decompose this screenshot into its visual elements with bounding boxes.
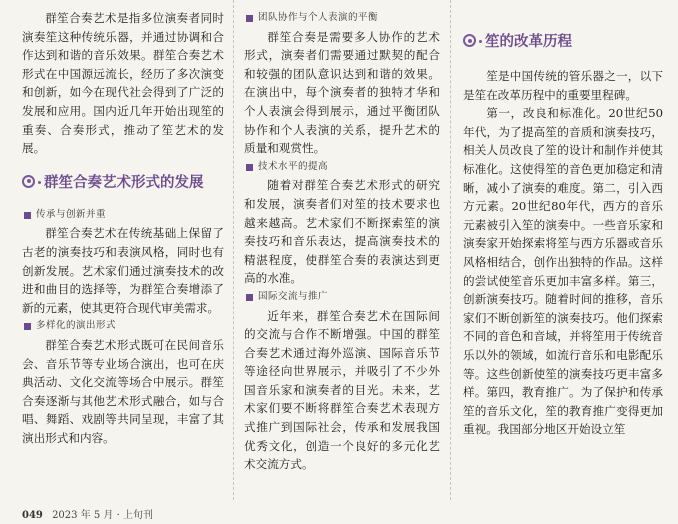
circle-bullet-icon	[463, 34, 476, 47]
paragraph-technique: 随着对群笙合奏艺术形式的研究和发展，演奏者们对笙的技术要求也越来越高。艺术家们不断探索笙的演奏技巧和音乐表达，提高演奏技术的精湛程度，使群笙合奏的表演达到更高的水准。	[244, 178, 440, 286]
square-bullet-icon	[246, 15, 253, 22]
intro-paragraph: 群笙合奏艺术是指多位演奏者同时演奏笙这种传统乐器，并通过协调和合作达到和谐的音乐效果。群笙合奏艺术形式在中国源远流长，经历了多次演变和创新，如今在现代社会得到了广泛的发展和应用。国内近几年开始出现笙的重奏、合奏形式，推动了笙艺术的发展。	[22, 11, 224, 156]
subheading-technique	[244, 158, 440, 177]
dot-icon	[479, 40, 482, 43]
column-1	[22, 0, 224, 447]
column-divider-1	[233, 0, 234, 500]
square-bullet-icon	[24, 323, 31, 330]
column-divider-2	[450, 0, 451, 500]
paragraph-diverse-forms: 群笙合奏艺术形式既可在民间音乐会、音乐节等专业场合演出，也可在庆典活动、文化交流等场合中展示。群笙合奏逐渐与其他艺术形式融合，如与合唱、舞蹈、戏剧等共同呈现，丰富了其演出形式和内容。	[22, 337, 224, 445]
section-heading-reform	[463, 31, 663, 53]
paragraph-international: 近年来，群笙合奏艺术在国际间的交流与合作不断增强。中国的群笙合奏艺术通过海外巡演、国际音乐节等途径向世界展示，并吸引了不少外国音乐家和演奏者的目光。未来，艺术家们要不断将群笙合奏艺术表现方式推广到国际社会，传承和发展我国优秀文化，创造一个良好的多元化艺术交流方式。	[244, 308, 440, 472]
paragraph-reform-intro: 笙是中国传统的管乐器之一，以下是笙在改革历程中的重要里程碑。	[463, 69, 663, 102]
square-bullet-icon	[246, 164, 253, 171]
section-heading-development	[22, 172, 224, 194]
subheading-text: 传承与创新并重	[36, 208, 107, 220]
square-bullet-icon	[246, 294, 253, 301]
subheading-text: 团队协作与个人表演的平衡	[258, 12, 379, 23]
page-footer	[22, 506, 153, 521]
subheading-inheritance	[22, 206, 224, 225]
section-heading-text: 群笙合奏艺术形式的发展	[44, 174, 204, 191]
column-2	[244, 0, 440, 474]
column-3	[463, 0, 663, 439]
dot-icon	[38, 181, 41, 184]
paragraph-inheritance: 群笙合奏艺术在传统基础上保留了古老的演奏技巧和表演风格，同时也有创新发展。艺术家们通过演奏技术的改进和曲目的选择等，为群笙合奏增添了新的元素，使其更符合现代审美需求。	[22, 226, 224, 315]
circle-bullet-icon	[22, 175, 35, 188]
section-heading-text: 笙的改革历程	[485, 34, 572, 50]
subheading-international	[244, 288, 440, 307]
paragraph-teamwork: 群笙合奏是需要多人协作的艺术形式，演奏者们需要通过默契的配合和较强的团队意识达到和谐的效果。在演出中，每个演奏者的独特才华和个人表演会得到展示，通过平衡团队协作和个人表演的关系，提升艺术的质量和观赏性。	[244, 29, 440, 156]
page-number: 049	[22, 510, 43, 521]
subheading-teamwork	[244, 9, 440, 28]
subheading-text: 技术水平的提高	[258, 160, 329, 172]
paragraph-reform-milestones: 第一，改良和标准化。20世纪50年代，为了提高笙的音质和演奏技巧，相关人员改良了笙的设计和制作并使其标准化。这使得笙的音色更加稳定和清晰，减小了演奏的难度。第二，引入西方元素。20世纪80年代，西方的音乐元素被引入笙的演奏中。一些音乐家和演奏家开始探索将笙与西方乐器或音乐风格相结合，创作出独特的作品。这样的尝试使笙音乐更加丰富多样。第三，创新演奏技巧。随着时间的推移，音乐家们不断创新笙的演奏技巧。他们探索不同的音色和音域，并将笙用于传统音乐以外的领域，如流行音乐和电影配乐等。这些创新使笙的演奏技巧更丰富多样。第四，教育推广。为了保护和传承笙的音乐文化，笙的教育推广变得更加重视。我国部分地区开始设立笙	[463, 106, 663, 437]
square-bullet-icon	[24, 212, 31, 219]
issue-info: 2023 年 5 月 · 上旬刊	[52, 510, 153, 521]
subheading-text: 多样化的演出形式	[36, 320, 117, 332]
subheading-diverse-forms	[22, 317, 224, 336]
subheading-text: 国际交流与推广	[258, 290, 329, 302]
